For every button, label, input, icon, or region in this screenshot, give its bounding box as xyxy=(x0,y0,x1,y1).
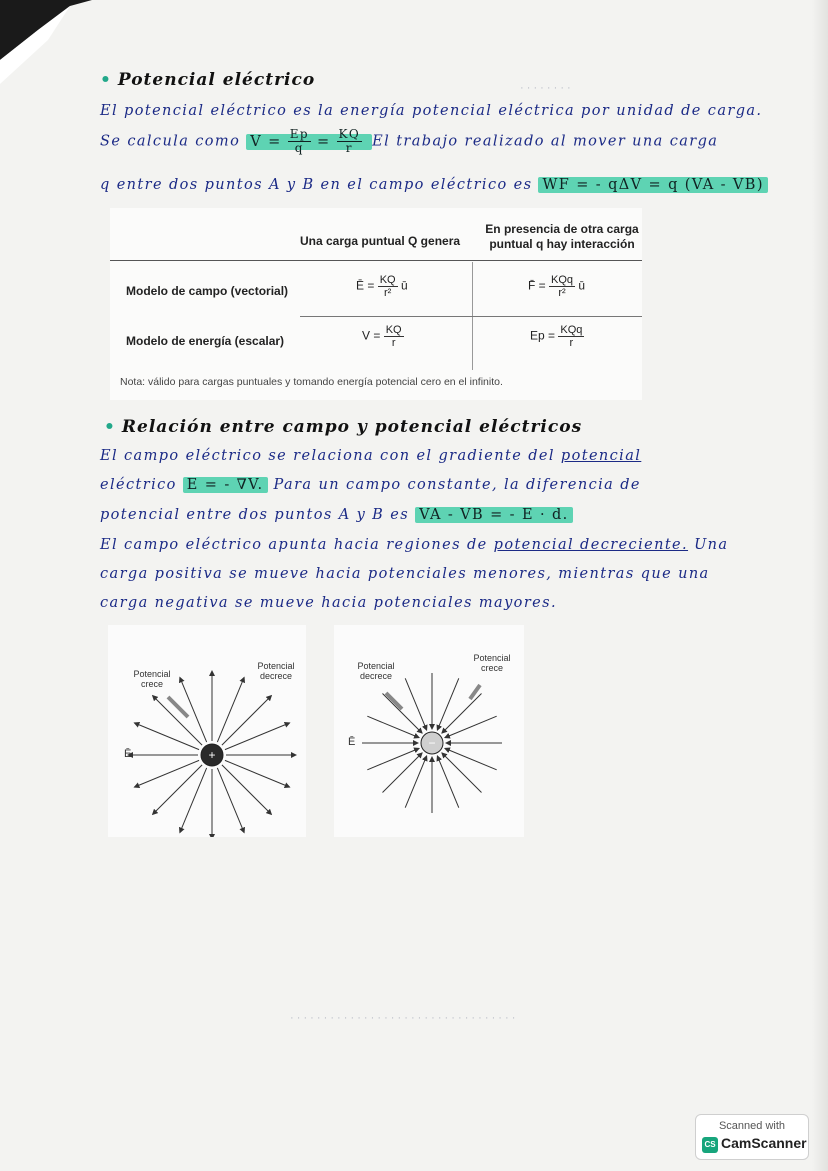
figure-positive-charge-field xyxy=(108,625,306,837)
label-field-vector: Ē xyxy=(348,736,356,748)
text-span: El potencial eléctrico es la energía potencial eléctrica por unidad de carga. xyxy=(100,103,763,119)
table-note: Nota: válido para cargas puntuales y tomando energía potencial cero en el infinito. xyxy=(120,376,503,388)
table-rule-top xyxy=(110,260,642,261)
underlined-term: potencial decreciente. xyxy=(493,537,689,553)
field-line xyxy=(225,760,290,787)
formula-highlight-potential xyxy=(246,127,372,155)
table-cell xyxy=(528,274,585,299)
field-line xyxy=(217,677,244,742)
label-potential-decreases: Potencial decrece xyxy=(357,661,395,681)
gradient-arrow xyxy=(386,693,402,709)
text-line xyxy=(100,507,750,523)
text-line xyxy=(100,103,763,119)
text-line xyxy=(100,595,750,611)
cell-part: ū xyxy=(578,278,586,293)
bullet-dot: • xyxy=(100,70,112,90)
label-field-vector: Ē xyxy=(124,748,132,760)
field-line xyxy=(437,678,458,730)
field-line xyxy=(383,694,423,734)
table-header-col2: En presencia de otra carga puntual q hay interacción xyxy=(485,222,639,251)
field-line xyxy=(225,723,290,750)
field-line xyxy=(222,765,271,814)
field-line xyxy=(222,696,271,745)
field-line xyxy=(153,696,202,745)
figure-negative-charge-field xyxy=(334,625,524,837)
fraction-numerator: KQq xyxy=(560,324,583,336)
field-line xyxy=(445,716,497,737)
cell-part: V = xyxy=(362,328,381,343)
fraction-denominator: r² xyxy=(558,287,566,299)
camscanner-watermark xyxy=(695,1114,809,1160)
field-line xyxy=(180,768,207,833)
fraction-denominator: q xyxy=(294,141,304,155)
table-cell xyxy=(530,324,584,349)
fraction-numerator: KQq xyxy=(551,274,574,286)
text-span: eléctrico xyxy=(100,477,177,493)
field-line xyxy=(405,756,426,808)
label-potential-grows: Potencial crece xyxy=(133,669,171,689)
fraction-numerator: KQ xyxy=(379,274,396,286)
text-span: q entre dos puntos A y B en el campo eléctrico es xyxy=(100,177,533,193)
text-span: carga negativa se mueve hacia potenciales mayores. xyxy=(100,595,557,611)
fraction-denominator: r xyxy=(569,337,574,349)
table-cell xyxy=(362,324,404,349)
text-span: Se calcula como xyxy=(100,133,241,150)
text-span: Una xyxy=(694,537,729,553)
bullet-dot: • xyxy=(104,417,116,437)
charge-sign: + xyxy=(208,748,216,762)
sheet-edge-shadow xyxy=(812,0,828,1171)
text-line-formula xyxy=(100,128,750,155)
formula-part: = xyxy=(316,133,331,150)
cell-part: Ē = xyxy=(356,278,375,293)
text-span: El campo eléctrico se relaciona con el gradiente del xyxy=(100,448,555,464)
field-line xyxy=(442,753,482,793)
fraction xyxy=(288,128,311,155)
formula-part: V = xyxy=(250,133,282,150)
watermark-brand: CamScanner xyxy=(721,1135,807,1151)
fraction-denominator: r xyxy=(391,337,396,349)
text-span: potencial entre dos puntos A y B es xyxy=(100,507,410,523)
fraction-denominator: r xyxy=(345,141,353,155)
table-row-label: Modelo de energía (escalar) xyxy=(126,334,285,348)
fraction xyxy=(549,274,575,299)
field-line xyxy=(153,765,202,814)
cell-part: Ep = xyxy=(530,328,556,343)
section-heading-relacion xyxy=(104,417,582,437)
fraction-denominator: r² xyxy=(383,287,392,299)
field-line xyxy=(134,723,199,750)
field-lines-outward xyxy=(108,625,306,837)
section-title: Potencial eléctrico xyxy=(117,70,316,90)
fraction xyxy=(378,274,398,299)
table-row-label: Modelo de campo (vectorial) xyxy=(126,284,289,298)
fraction xyxy=(558,324,584,349)
formula-highlight-difference: VA - VB = - E · d. xyxy=(415,507,573,523)
underlined-term: potencial xyxy=(560,448,642,464)
section-heading-potencial xyxy=(100,70,315,90)
text-span: El trabajo realizado al mover una carga xyxy=(372,133,719,150)
text-span: carga positiva se mueve hacia potenciales menores, mientras que una xyxy=(100,566,710,582)
text-line xyxy=(100,566,750,582)
camscanner-logo-icon: CS xyxy=(702,1137,718,1153)
fraction xyxy=(337,128,363,155)
fraction-numerator: KQ xyxy=(385,324,402,336)
text-span: Para un campo constante, la diferencia de xyxy=(273,477,641,493)
cell-part: F̄ = xyxy=(528,278,546,293)
section-title: Relación entre campo y potencial eléctricos xyxy=(121,417,583,437)
field-line xyxy=(445,748,497,769)
table-rule-middle xyxy=(300,316,642,317)
table-header-col1: Una carga puntual Q genera xyxy=(300,234,461,248)
field-line xyxy=(134,760,199,787)
cell-part: ū xyxy=(400,278,408,293)
label-potential-decreases: Potencial decrece xyxy=(257,661,295,681)
text-line xyxy=(100,448,750,464)
formula-highlight-gradient: E = - ∇V. xyxy=(183,477,268,493)
fraction xyxy=(384,324,404,349)
fraction-numerator: KQ xyxy=(338,127,361,141)
page-corner-shadow xyxy=(0,0,92,92)
text-span: El campo eléctrico apunta hacia regiones de xyxy=(100,537,488,553)
bleed-through-marks: · · · · · · · · · · · · · · · · · · · · · · · · · · · · · · · · · · xyxy=(290,1012,516,1024)
text-line xyxy=(100,477,750,493)
bleed-through-marks: · · · · · · · · xyxy=(520,82,571,94)
table-cell xyxy=(356,274,408,299)
field-line xyxy=(405,678,426,730)
charge-sign: − xyxy=(428,736,436,750)
fraction-numerator: Ep xyxy=(289,127,309,141)
field-line xyxy=(217,768,244,833)
field-line xyxy=(437,756,458,808)
field-line xyxy=(367,716,419,737)
field-line xyxy=(367,748,419,769)
field-line xyxy=(180,677,207,742)
watermark-caption: Scanned with xyxy=(718,1120,786,1132)
text-line xyxy=(100,177,764,193)
field-line xyxy=(383,753,423,793)
formula-highlight-work: WF = - qΔV = q (VA - VB) xyxy=(538,177,767,193)
field-line xyxy=(442,694,482,734)
label-potential-grows: Potencial crece xyxy=(473,653,511,673)
text-line xyxy=(100,537,750,553)
comparison-table xyxy=(110,208,642,400)
